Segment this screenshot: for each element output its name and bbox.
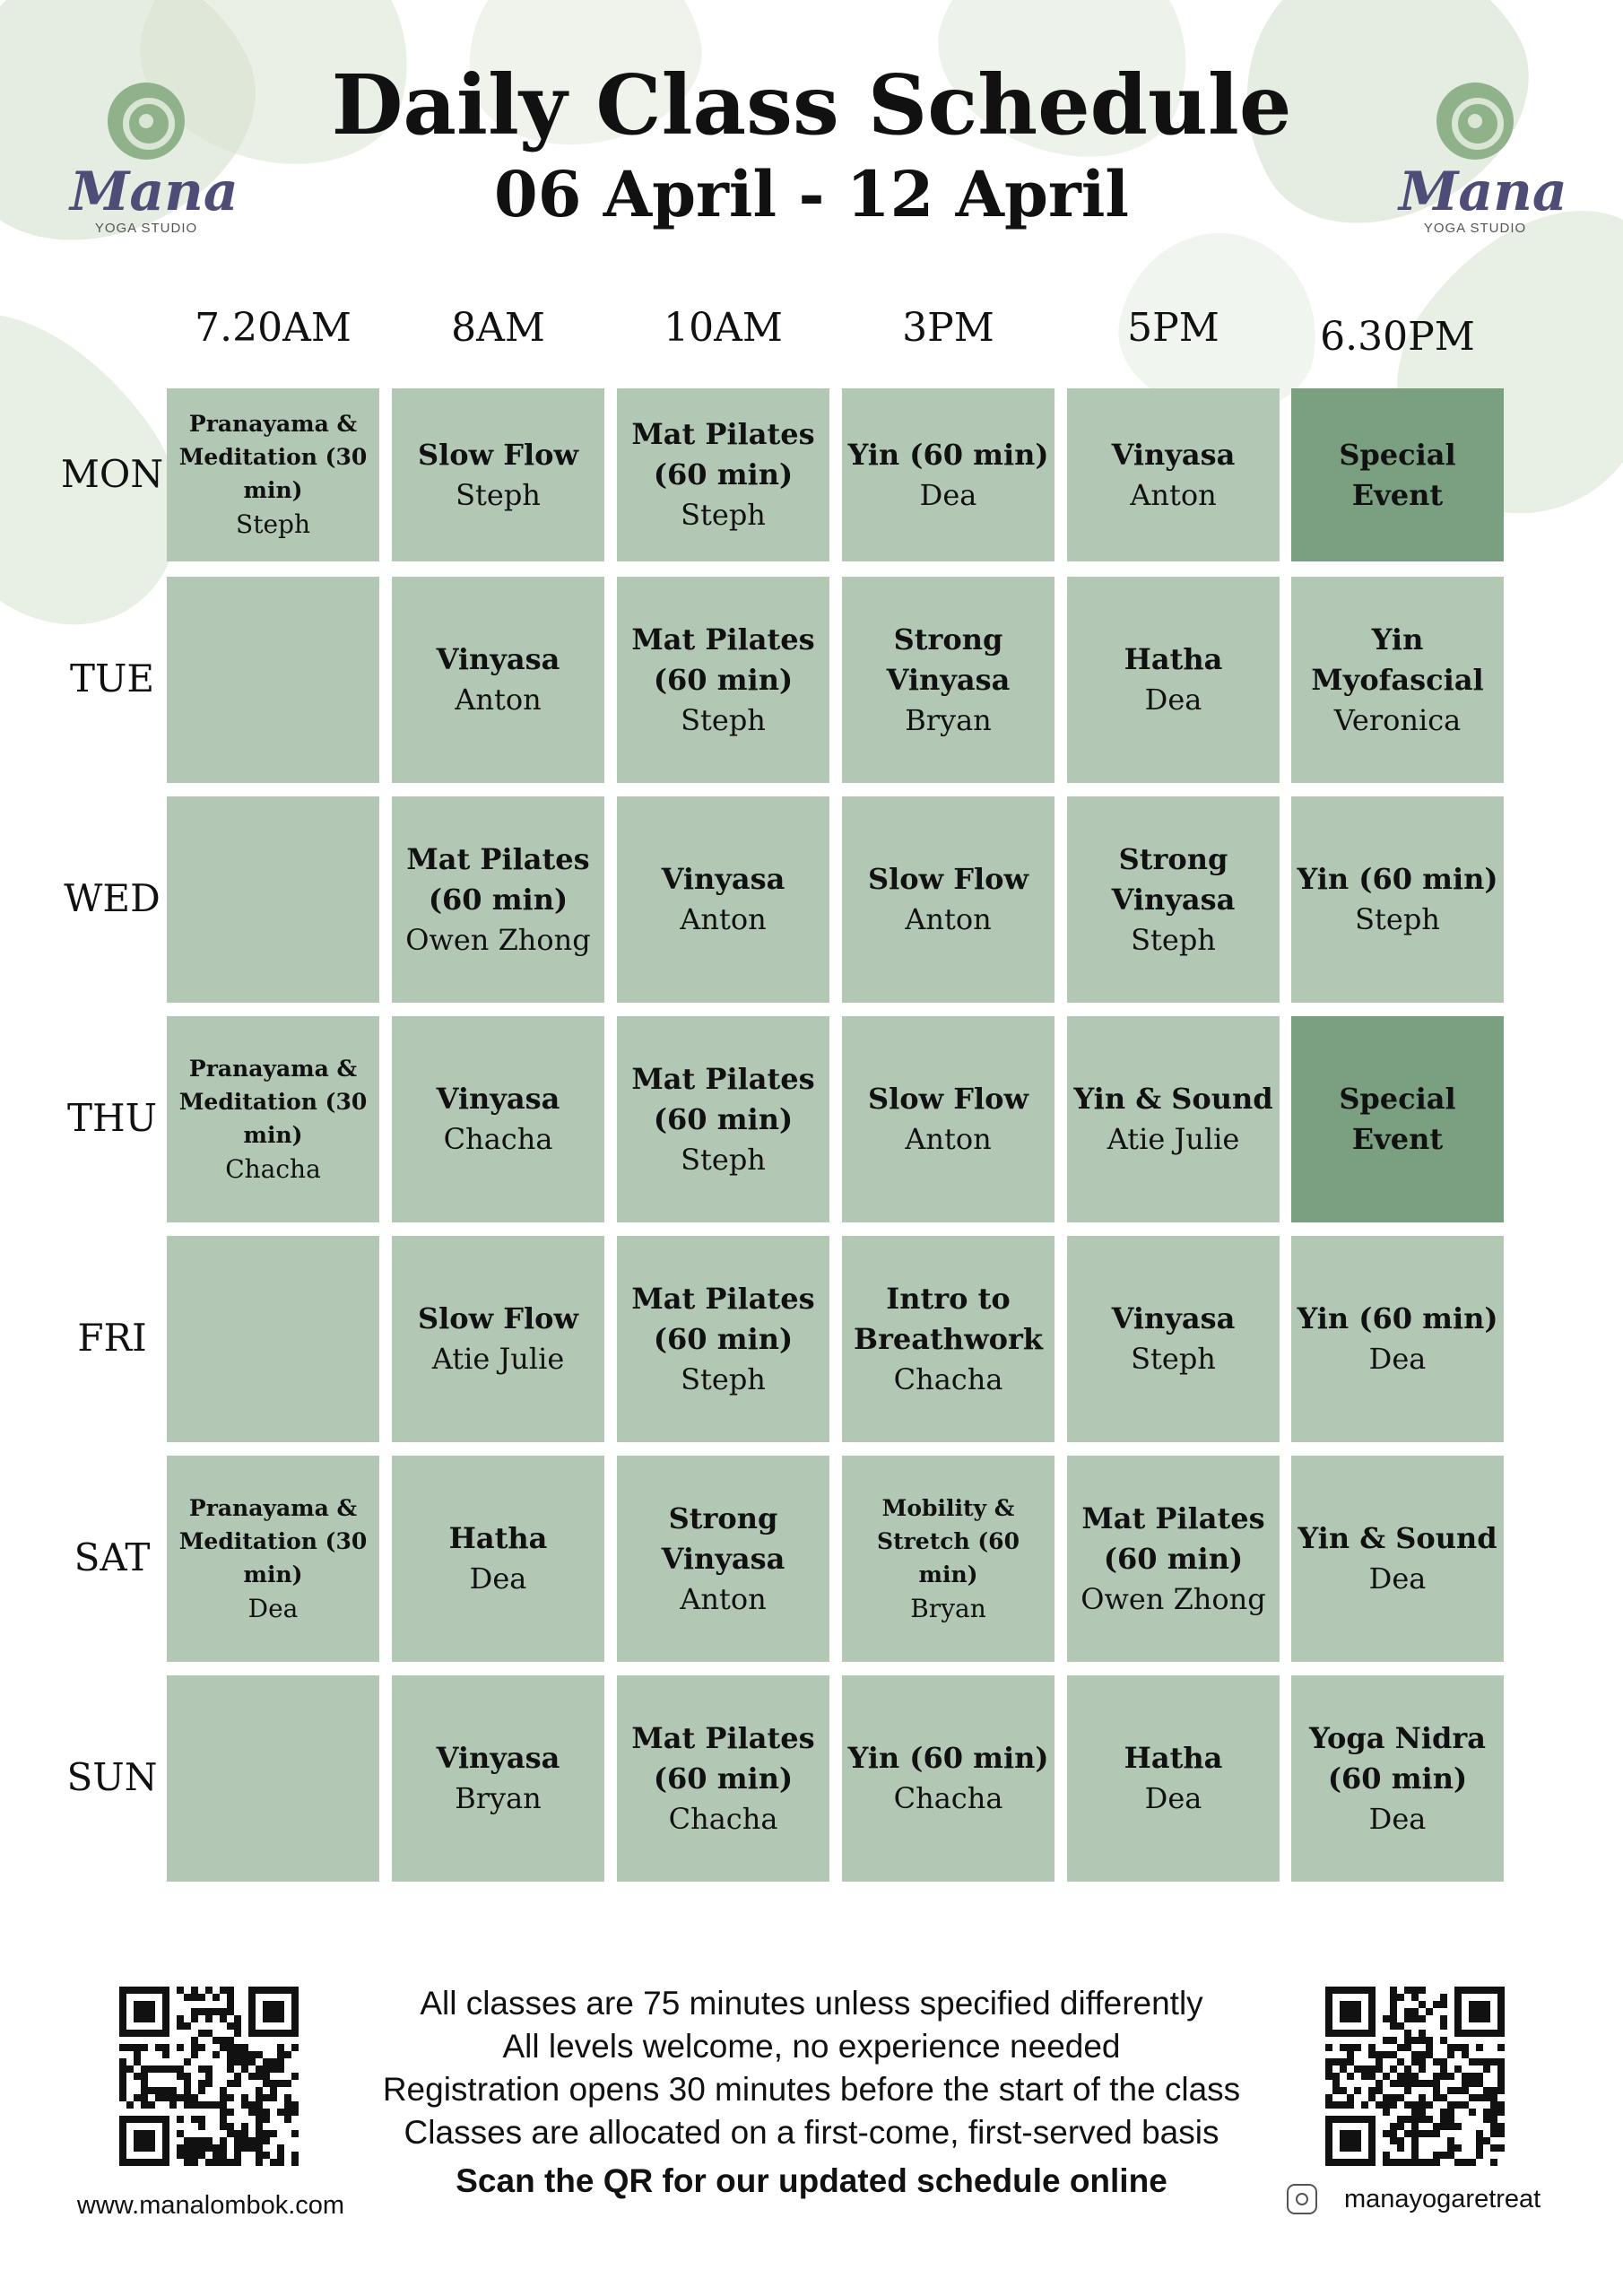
empty-cell bbox=[167, 1236, 379, 1442]
instructor-name: Dea bbox=[1368, 1801, 1427, 1836]
class-name: Mat Pilates (60 min) bbox=[631, 417, 815, 491]
day-label: FRI bbox=[77, 1316, 147, 1360]
class-name: Vinyasa bbox=[661, 862, 785, 896]
class-name: Hatha bbox=[1124, 642, 1223, 676]
class-name: Strong Vinyasa bbox=[661, 1500, 785, 1576]
instructor-name: Dea bbox=[1144, 683, 1202, 717]
class-name: Pranayama & Meditation (30 min) bbox=[178, 411, 368, 503]
instagram-text: manayogaretreat bbox=[1344, 2184, 1541, 2213]
instructor-name: Chacha bbox=[893, 1781, 1003, 1815]
instructor-name: Bryan bbox=[905, 702, 992, 737]
instagram-icon bbox=[1287, 2184, 1317, 2214]
instructor-name: Atie Julie bbox=[1107, 1122, 1240, 1156]
instructor-name: Anton bbox=[455, 683, 542, 717]
class-name: Yoga Nidra (60 min) bbox=[1308, 1720, 1487, 1796]
class-cell bbox=[842, 1675, 1055, 1882]
instructor-name: Dea bbox=[1368, 1561, 1427, 1596]
day-label: WED bbox=[64, 876, 161, 920]
class-name: Yin Myofascial bbox=[1311, 622, 1484, 697]
website-link[interactable]: www.manalombok.com bbox=[76, 2191, 345, 2220]
empty-cell bbox=[167, 796, 379, 1003]
instructor-name: Steph bbox=[456, 477, 541, 512]
day-label: MON bbox=[60, 451, 164, 496]
class-cell bbox=[1291, 1236, 1504, 1442]
class-name: Mat Pilates (60 min) bbox=[1081, 1500, 1265, 1576]
class-name: Vinyasa bbox=[1111, 1301, 1236, 1335]
logo-name: Mana bbox=[70, 161, 239, 223]
class-cell bbox=[1067, 1236, 1280, 1442]
class-name: Hatha bbox=[448, 1521, 548, 1555]
class-cell bbox=[842, 1016, 1055, 1222]
time-header: 10AM bbox=[664, 305, 783, 351]
class-name: Vinyasa bbox=[1111, 437, 1236, 472]
class-cell bbox=[1067, 577, 1280, 783]
class-name: Mat Pilates (60 min) bbox=[406, 841, 590, 917]
instructor-name: Atie Julie bbox=[431, 1342, 565, 1376]
class-name: Yin (60 min) bbox=[1297, 862, 1498, 896]
class-cell bbox=[842, 1456, 1055, 1662]
class-cell bbox=[1291, 577, 1504, 783]
day-label: SUN bbox=[66, 1755, 158, 1799]
empty-cell bbox=[167, 1675, 379, 1882]
instructor-name: Dea bbox=[469, 1561, 527, 1596]
class-cell bbox=[1291, 796, 1504, 1003]
class-name: Slow Flow bbox=[867, 862, 1029, 896]
class-cell bbox=[617, 796, 829, 1003]
class-name: Mat Pilates (60 min) bbox=[631, 1720, 815, 1796]
class-name: Pranayama & Meditation (30 min) bbox=[178, 1055, 368, 1148]
info-line: All levels welcome, no experience needed bbox=[502, 2028, 1121, 2065]
class-cell bbox=[392, 796, 604, 1003]
class-cell bbox=[392, 1016, 604, 1222]
class-cell bbox=[1067, 388, 1280, 561]
instructor-name: Owen Zhong bbox=[1081, 1581, 1266, 1616]
class-cell bbox=[392, 388, 604, 561]
instructor-name: Anton bbox=[905, 1122, 992, 1156]
instructor-name: Anton bbox=[680, 1581, 767, 1616]
day-label: SAT bbox=[74, 1535, 151, 1579]
info-line: All classes are 75 minutes unless specified differently bbox=[420, 1985, 1203, 2022]
instructor-name: Dea bbox=[1368, 1342, 1427, 1376]
class-cell bbox=[1067, 1675, 1280, 1882]
day-label: THU bbox=[66, 1096, 158, 1140]
class-cell bbox=[392, 577, 604, 783]
class-name: Strong Vinyasa bbox=[886, 622, 1011, 697]
class-name: Hatha bbox=[1124, 1741, 1223, 1775]
class-cell bbox=[1067, 1016, 1280, 1222]
class-name: Yin (60 min) bbox=[847, 437, 1049, 472]
class-cell bbox=[617, 577, 829, 783]
class-cell bbox=[842, 388, 1055, 561]
class-name: Vinyasa bbox=[436, 1741, 560, 1775]
info-line: Registration opens 30 minutes before the start of the class bbox=[382, 2071, 1241, 2108]
class-cell bbox=[1291, 1016, 1504, 1222]
class-cell bbox=[167, 1016, 379, 1222]
instructor-name: Steph bbox=[681, 1361, 766, 1396]
class-name: Yin & Sound bbox=[1073, 1082, 1273, 1116]
class-name: Slow Flow bbox=[867, 1082, 1029, 1116]
instructor-name: Steph bbox=[1131, 1342, 1216, 1376]
instructor-name: Steph bbox=[1131, 922, 1216, 957]
class-cell bbox=[842, 796, 1055, 1003]
class-name: Pranayama & Meditation (30 min) bbox=[178, 1494, 368, 1587]
logo-subtitle: YOGA STUDIO bbox=[1423, 221, 1527, 236]
class-cell bbox=[617, 1016, 829, 1222]
class-name: Mat Pilates (60 min) bbox=[631, 1281, 815, 1356]
instructor-name: Steph bbox=[236, 509, 310, 539]
scan-cta: Scan the QR for our updated schedule online bbox=[456, 2162, 1167, 2199]
info-line: Classes are allocated on a first-come, first-served basis bbox=[404, 2114, 1219, 2151]
instructor-name: Anton bbox=[905, 902, 992, 936]
class-name: Vinyasa bbox=[436, 642, 560, 676]
class-name: Mat Pilates (60 min) bbox=[631, 1061, 815, 1136]
time-header: 3PM bbox=[902, 305, 994, 351]
class-cell bbox=[392, 1456, 604, 1662]
instructor-name: Anton bbox=[680, 902, 767, 936]
empty-cell bbox=[167, 577, 379, 783]
instructor-name: Chacha bbox=[443, 1122, 553, 1156]
instructor-name: Dea bbox=[1144, 1781, 1202, 1815]
instructor-name: Anton bbox=[1130, 477, 1217, 512]
class-cell bbox=[617, 1456, 829, 1662]
class-cell bbox=[167, 388, 379, 561]
instructor-name: Dea bbox=[919, 477, 977, 512]
class-cell bbox=[1067, 1456, 1280, 1662]
time-header: 8AM bbox=[451, 305, 545, 351]
instructor-name: Chacha bbox=[225, 1153, 321, 1184]
instructor-name: Chacha bbox=[893, 1361, 1003, 1396]
instructor-name: Dea bbox=[247, 1593, 299, 1623]
instructor-name: Veronica bbox=[1333, 702, 1462, 737]
class-name: Mobility & Stretch (60 min) bbox=[877, 1494, 1020, 1587]
instagram-handle[interactable] bbox=[1287, 2184, 1541, 2214]
class-name: Yin (60 min) bbox=[1297, 1301, 1498, 1335]
instructor-name: Steph bbox=[681, 498, 766, 532]
instructor-name: Owen Zhong bbox=[405, 922, 591, 957]
class-name: Special Event bbox=[1339, 437, 1456, 512]
class-name: Vinyasa bbox=[436, 1082, 560, 1116]
time-header: 6.30PM bbox=[1320, 314, 1475, 360]
date-range: 06 April - 12 April bbox=[494, 157, 1129, 231]
class-name: Strong Vinyasa bbox=[1111, 841, 1236, 917]
qr-code-icon[interactable] bbox=[1325, 1987, 1505, 2166]
time-header: 5PM bbox=[1127, 305, 1219, 351]
instructor-name: Steph bbox=[1355, 902, 1440, 936]
class-cell bbox=[617, 1236, 829, 1442]
day-label: TUE bbox=[69, 657, 155, 700]
class-cell bbox=[1291, 388, 1504, 561]
instructor-name: Bryan bbox=[455, 1781, 542, 1815]
instructor-name: Chacha bbox=[668, 1801, 778, 1836]
class-cell bbox=[1291, 1456, 1504, 1662]
class-name: Yin & Sound bbox=[1298, 1521, 1497, 1555]
class-name: Slow Flow bbox=[417, 437, 579, 472]
info-block bbox=[341, 1982, 1282, 2203]
class-cell bbox=[167, 1456, 379, 1662]
class-cell bbox=[1291, 1675, 1504, 1882]
class-cell bbox=[1067, 796, 1280, 1003]
class-cell bbox=[392, 1675, 604, 1882]
class-cell bbox=[842, 1236, 1055, 1442]
instructor-name: Steph bbox=[681, 702, 766, 737]
class-name: Special Event bbox=[1339, 1082, 1456, 1156]
class-cell bbox=[842, 577, 1055, 783]
qr-code-icon[interactable] bbox=[119, 1987, 299, 2166]
instructor-name: Bryan bbox=[910, 1593, 986, 1623]
class-name: Slow Flow bbox=[417, 1301, 579, 1335]
logo-name: Mana bbox=[1399, 161, 1567, 223]
class-cell bbox=[617, 1675, 829, 1882]
class-name: Yin (60 min) bbox=[847, 1741, 1049, 1775]
class-cell bbox=[392, 1236, 604, 1442]
time-header: 7.20AM bbox=[195, 305, 352, 351]
class-name: Intro to Breathwork bbox=[854, 1281, 1043, 1356]
class-name: Mat Pilates (60 min) bbox=[631, 622, 815, 697]
page-title: Daily Class Schedule bbox=[331, 57, 1292, 153]
instructor-name: Steph bbox=[681, 1142, 766, 1177]
logo-subtitle: YOGA STUDIO bbox=[94, 221, 198, 236]
class-cell bbox=[617, 388, 829, 561]
